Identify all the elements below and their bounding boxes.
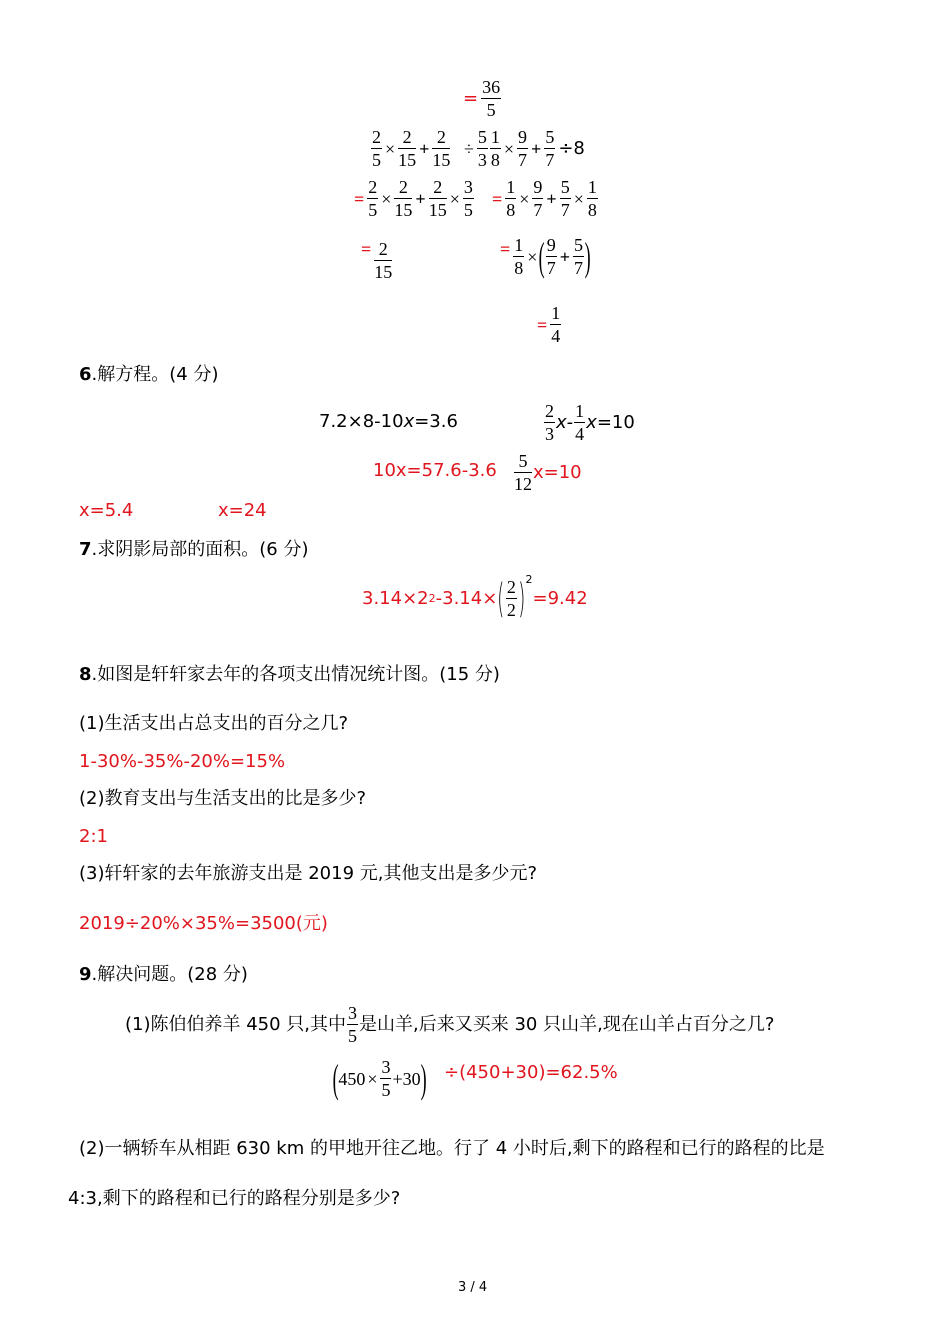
math-symbol: ×	[519, 188, 530, 209]
numerator: 9	[533, 177, 543, 197]
denominator: 15	[428, 199, 447, 220]
numerator: 2	[398, 128, 416, 149]
denominator: 12	[514, 473, 532, 494]
numerator: 3	[348, 1003, 358, 1023]
numerator: 9	[546, 235, 556, 255]
left-paren-icon: (	[539, 233, 546, 279]
denominator: 5	[486, 99, 496, 120]
fraction	[429, 178, 447, 220]
numerator: 2	[394, 178, 412, 199]
left-paren-icon: (	[497, 575, 505, 622]
denominator: 7	[546, 257, 556, 278]
numerator: 5	[574, 235, 584, 255]
numerator: 3	[463, 177, 473, 197]
numerator: 3	[381, 1057, 391, 1077]
math-symbol: ×	[527, 246, 538, 267]
fraction	[347, 1004, 358, 1046]
fraction	[544, 128, 555, 170]
right-paren-icon: )	[584, 233, 591, 279]
q5-step2-b	[490, 178, 599, 220]
math-symbol: ÷	[464, 138, 474, 159]
q8-sub1: (1)生活支出占总支出的百分之几?	[79, 713, 349, 734]
q9-answer1-rest: ÷(450+30)=62.5%	[444, 1062, 618, 1083]
q5-step4-b	[535, 304, 562, 346]
denominator: 8	[587, 199, 597, 220]
fraction	[380, 1058, 391, 1100]
denominator: 7	[533, 199, 543, 220]
denominator: 5	[381, 1079, 391, 1100]
denominator: 15	[374, 261, 393, 282]
numerator: 5	[514, 452, 532, 473]
denominator: 5	[348, 1025, 358, 1046]
denominator: 15	[394, 199, 413, 220]
fraction	[517, 128, 528, 170]
fraction	[505, 178, 516, 220]
page-number: 3 / 4	[458, 1280, 488, 1295]
denominator: 8	[490, 149, 500, 170]
q5-expression-b	[462, 128, 587, 170]
numerator: 1	[506, 177, 516, 197]
numerator: 2	[506, 577, 516, 597]
equals-sign: =	[463, 87, 479, 109]
q7-answer: 3.14×2 2 -3.14× ( $\frac{2}{2}$ ) 2 =9.42	[362, 573, 588, 622]
math-symbol: ×	[573, 188, 584, 209]
numerator: 2	[545, 401, 554, 421]
fraction	[573, 236, 584, 278]
fraction	[463, 178, 474, 220]
denominator: 7	[574, 257, 584, 278]
math-symbol: +	[531, 138, 542, 159]
denominator: 4	[575, 423, 585, 444]
math-symbol: =	[500, 239, 511, 259]
math-symbol: +	[419, 138, 430, 159]
right-paren-icon: )	[420, 1055, 427, 1101]
fraction	[477, 128, 488, 170]
denominator: 7	[545, 149, 555, 170]
math-symbol: ×	[381, 188, 392, 209]
fraction	[514, 452, 532, 494]
fraction	[532, 178, 543, 220]
math-symbol: =	[361, 239, 372, 259]
denominator: 3	[477, 149, 487, 170]
numerator: 9	[518, 127, 528, 147]
math-symbol: ÷8	[558, 137, 585, 159]
fraction	[546, 236, 557, 278]
denominator: 8	[506, 199, 516, 220]
fraction	[506, 578, 517, 620]
denominator: 5	[368, 199, 378, 220]
numerator: 1	[551, 303, 561, 323]
q6-answer-1-step: 10x=57.6-3.6	[373, 460, 497, 481]
denominator: 5	[372, 149, 381, 170]
q9-heading: 9.解决问题。(28 分)	[79, 964, 248, 985]
math-symbol: +	[559, 246, 571, 267]
denominator: 15	[398, 149, 417, 170]
q9-sub2-line1: (2)一辆轿车从相距 630 km 的甲地开往乙地。行了 4 小时后,剩下的路程和已行的路程的比是	[79, 1138, 825, 1159]
math-symbol: ×	[367, 1068, 378, 1089]
q5-step2-a	[352, 178, 475, 220]
q6-answer-1-final: x=5.4	[79, 500, 134, 521]
q6-equation-1: 7.2×8-10x=3.6	[319, 411, 458, 432]
fraction	[432, 128, 450, 170]
numerator: 1	[587, 177, 597, 197]
math-symbol: ×	[503, 138, 515, 159]
q9-sub1: (1)陈伯伯养羊 450 只,其中 $\frac{3}{5}$ 是山羊,后来又买来 30 只山羊,现在山羊占百分之几?	[125, 1003, 775, 1046]
numerator: 5	[545, 127, 555, 147]
fraction	[587, 178, 598, 220]
q8-answer1: 1-30%-35%-20%=15%	[79, 751, 286, 772]
q8-answer2: 2:1	[79, 826, 108, 847]
q6-answer-2-final: x=24	[218, 500, 267, 521]
fraction	[367, 178, 378, 220]
q8-answer3: 2019÷20%×35%=3500(元)	[79, 913, 328, 934]
denominator: 4	[551, 325, 561, 346]
denominator: 7	[560, 199, 570, 220]
numerator: 2	[429, 178, 447, 199]
numerator: 5	[560, 177, 570, 197]
denominator: 8	[514, 257, 524, 278]
numerator: 2	[432, 128, 450, 149]
q5-step3-b	[498, 233, 591, 279]
numerator: 2	[368, 177, 378, 197]
q7-heading: 7.求阴影局部的面积。(6 分)	[79, 539, 309, 560]
numerator: 5	[477, 127, 487, 147]
math-symbol: =	[537, 314, 548, 335]
math-symbol: +	[546, 188, 557, 209]
numerator: 1	[514, 235, 524, 255]
numerator: 2	[372, 127, 381, 147]
q6-heading: 6.解方程。(4 分)	[79, 364, 219, 385]
denominator: 15	[432, 149, 451, 170]
fraction	[574, 402, 585, 444]
denominator: 7	[518, 149, 528, 170]
numerator: 36	[482, 77, 501, 97]
denominator: 2	[506, 599, 516, 620]
q6-equation-2: $\frac{2}{3}$ x - $\frac{1}{4}$ x =10	[545, 401, 635, 444]
fraction	[513, 236, 524, 278]
q9-answer1: ( 450 × $\frac{3}{5}$ +30 )	[332, 1055, 427, 1101]
q5-step3-a	[359, 240, 393, 282]
q5-expression-a	[370, 128, 451, 170]
right-paren-icon: )	[518, 575, 526, 622]
numerator: 2	[374, 240, 392, 261]
q8-sub2: (2)教育支出与生活支出的比是多少?	[79, 788, 367, 809]
fraction	[371, 128, 382, 170]
math-symbol: =	[492, 188, 503, 209]
q8-heading: 8.如图是轩轩家去年的各项支出情况统计图。(15 分)	[79, 664, 500, 685]
fraction	[490, 128, 501, 170]
fraction	[481, 78, 501, 120]
fraction	[560, 178, 571, 220]
math-symbol: ×	[385, 138, 396, 159]
fraction	[544, 402, 555, 444]
fraction	[550, 304, 561, 346]
q9-sub2-line2: 4:3,剩下的路程和已行的路程分别是多少?	[68, 1188, 401, 1209]
fraction	[398, 128, 416, 170]
math-symbol: +	[415, 188, 426, 209]
math-symbol: ×	[449, 188, 460, 209]
numerator: 1	[575, 401, 585, 421]
numerator: 1	[490, 127, 500, 147]
math-symbol: =	[354, 188, 365, 209]
fraction	[394, 178, 412, 220]
denominator: 5	[463, 199, 473, 220]
q5-step-result-36-5	[461, 78, 502, 120]
q6-answer-2-step: $\frac{5}{12}$ x=10	[514, 451, 582, 494]
q8-sub3: (3)轩轩家的去年旅游支出是 2019 元,其他支出是多少元?	[79, 863, 538, 884]
denominator: 3	[545, 423, 554, 444]
fraction	[374, 240, 392, 282]
left-paren-icon: (	[332, 1055, 339, 1101]
